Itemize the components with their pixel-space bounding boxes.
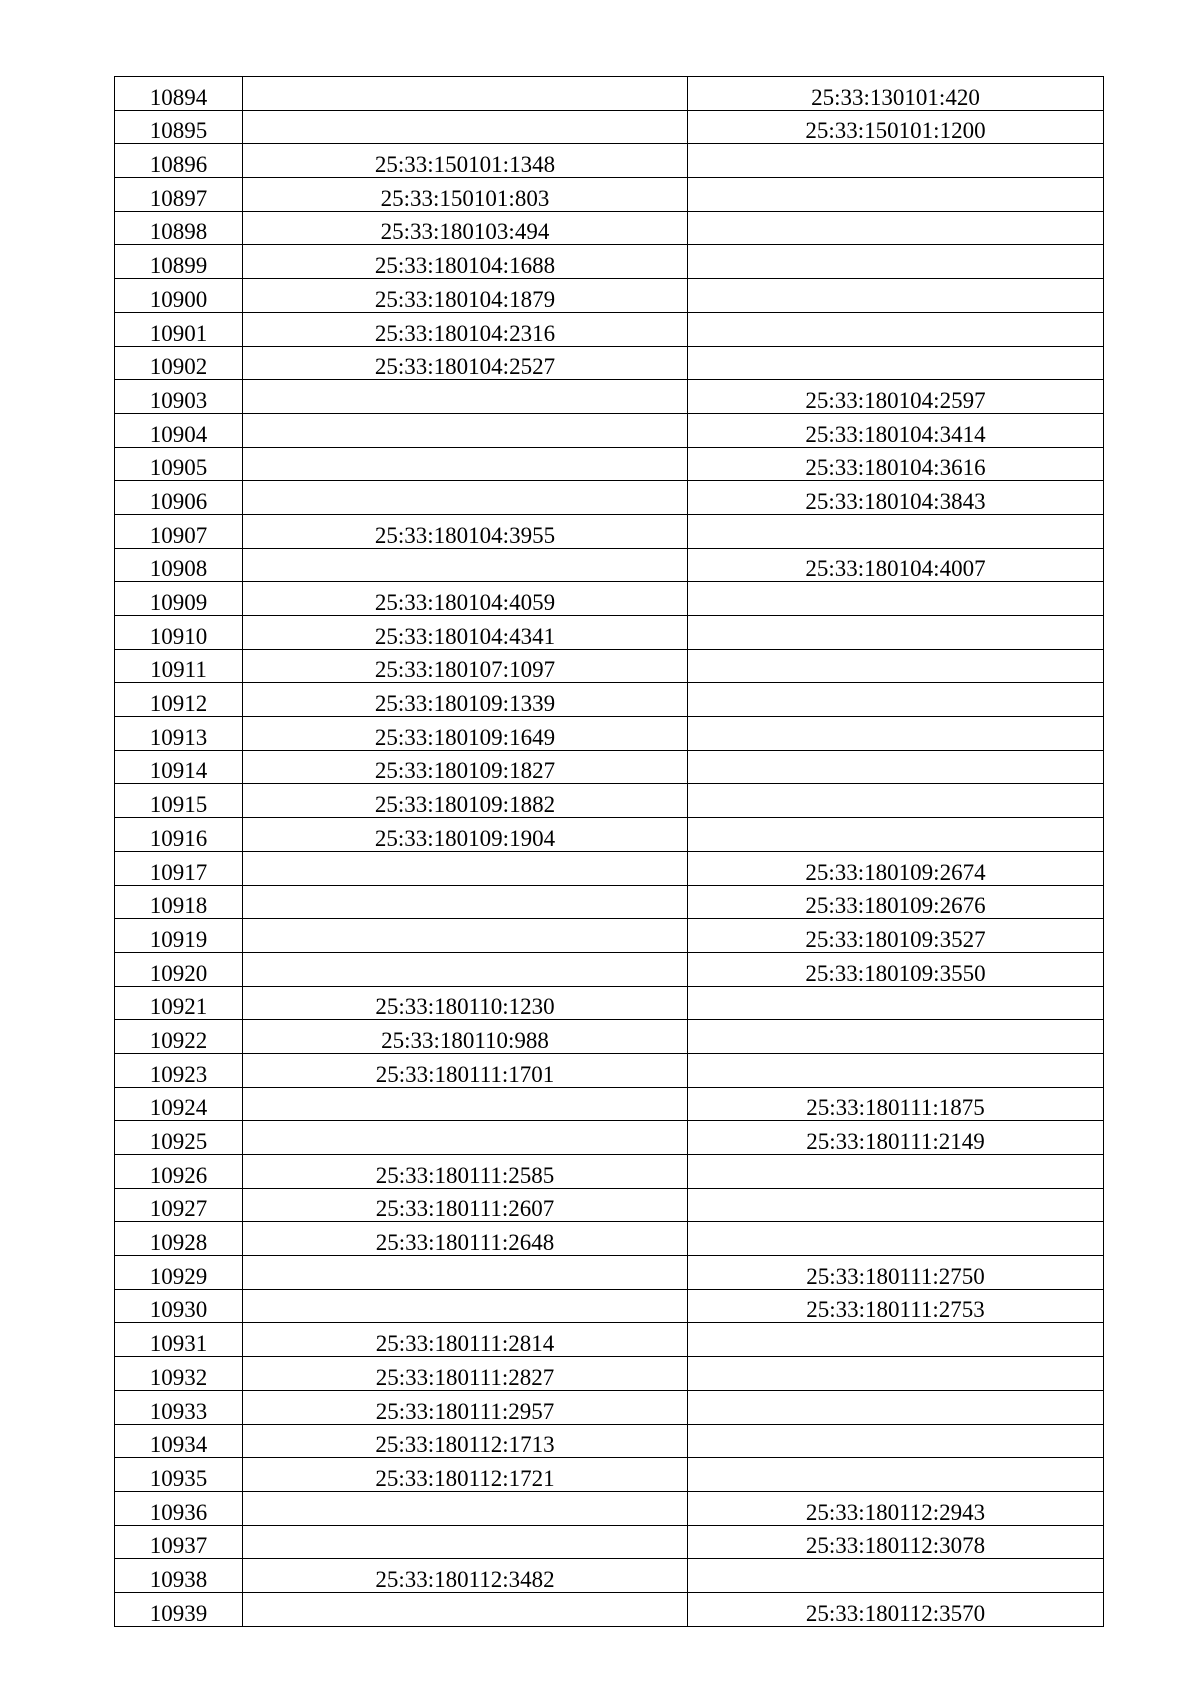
cadastral-number-cell-b	[688, 717, 1104, 751]
cadastral-number-cell-a	[243, 481, 688, 515]
row-number-cell	[115, 818, 243, 852]
table-row	[115, 919, 1104, 953]
row-number-cell	[115, 952, 243, 986]
table-row	[115, 1525, 1104, 1559]
cell-text: 10935	[149, 1465, 208, 1491]
cadastral-number-cell-b	[688, 1121, 1104, 1155]
table-row	[115, 1592, 1104, 1626]
row-number-cell	[115, 1087, 243, 1121]
row-number-cell	[115, 851, 243, 885]
row-number-cell	[115, 1357, 243, 1391]
row-number-cell	[115, 178, 243, 212]
table-row	[115, 346, 1104, 380]
table-row	[115, 1053, 1104, 1087]
cadastral-number-cell-b	[688, 144, 1104, 178]
table-row	[115, 548, 1104, 582]
cadastral-number-cell-a	[243, 1188, 688, 1222]
cadastral-number-cell-a	[243, 211, 688, 245]
table-row	[115, 1491, 1104, 1525]
cell-text: 25:33:180109:3527	[805, 926, 986, 952]
cell-text: 25:33:180109:1649	[374, 724, 556, 750]
row-number-cell	[115, 1525, 243, 1559]
row-number-cell	[115, 1424, 243, 1458]
cadastral-number-cell-b	[688, 1289, 1104, 1323]
cadastral-number-cell-a	[243, 986, 688, 1020]
cell-text: 25:33:180109:1904	[374, 825, 556, 851]
cadastral-number-cell-a	[243, 346, 688, 380]
cadastral-number-cell-a	[243, 245, 688, 279]
cell-text: 25:33:150101:1200	[805, 118, 986, 144]
cadastral-number-cell-b	[688, 178, 1104, 212]
cell-text: 10898	[149, 219, 208, 245]
table-row	[115, 514, 1104, 548]
cadastral-number-cell-a	[243, 1323, 688, 1357]
cadastral-number-cell-a	[243, 110, 688, 144]
table-row	[115, 279, 1104, 313]
row-number-cell	[115, 1458, 243, 1492]
table-row	[115, 683, 1104, 717]
cell-text: 10922	[149, 1027, 208, 1053]
cadastral-number-cell-a	[243, 717, 688, 751]
cell-text: 10926	[149, 1162, 208, 1188]
cell-text: 10938	[149, 1566, 208, 1592]
cell-text: 25:33:180109:2674	[805, 859, 986, 885]
row-number-cell	[115, 413, 243, 447]
cell-text: 10904	[149, 421, 208, 447]
row-number-cell	[115, 1559, 243, 1593]
cadastral-number-cell-a	[243, 885, 688, 919]
cadastral-number-cell-b	[688, 1020, 1104, 1054]
cadastral-number-cell-b	[688, 986, 1104, 1020]
row-number-cell	[115, 1222, 243, 1256]
cell-text: 25:33:180104:4059	[374, 590, 556, 615]
cadastral-number-cell-a	[243, 1020, 688, 1054]
cell-text: 25:33:180111:2814	[375, 1331, 555, 1357]
cell-text: 25:33:180111:2585	[375, 1162, 555, 1188]
cell-text: 10912	[149, 691, 208, 717]
cell-text: 25:33:180104:2527	[374, 354, 556, 380]
cadastral-number-cell-b	[688, 1559, 1104, 1593]
row-number-cell	[115, 1188, 243, 1222]
table-row	[115, 1323, 1104, 1357]
cell-text: 25:33:180104:4007	[805, 556, 986, 582]
cell-text: 10910	[149, 623, 208, 649]
cadastral-number-cell-b	[688, 1491, 1104, 1525]
cadastral-number-cell-a	[243, 1121, 688, 1155]
row-number-cell	[115, 380, 243, 414]
cell-text: 10908	[149, 556, 208, 582]
cadastral-number-cell-b	[688, 380, 1104, 414]
cell-text: 10931	[149, 1331, 208, 1357]
table-row	[115, 413, 1104, 447]
table-row	[115, 1458, 1104, 1492]
cell-text: 10924	[149, 1095, 208, 1121]
cell-text: 10933	[149, 1398, 208, 1424]
cell-text: 25:33:180111:2750	[806, 1263, 985, 1289]
cadastral-number-cell-b	[688, 1222, 1104, 1256]
cell-text: 10939	[149, 1600, 208, 1626]
row-number-cell	[115, 1289, 243, 1323]
cell-text: 25:33:180109:1882	[374, 792, 556, 818]
cadastral-number-cell-b	[688, 514, 1104, 548]
cadastral-number-cell-b	[688, 413, 1104, 447]
cell-text: 25:33:180111:2648	[375, 1230, 555, 1256]
row-number-cell	[115, 144, 243, 178]
cadastral-number-cell-b	[688, 110, 1104, 144]
cell-text: 10906	[149, 488, 208, 514]
row-number-cell	[115, 1155, 243, 1189]
cadastral-number-cell-b	[688, 582, 1104, 616]
table-row	[115, 1424, 1104, 1458]
cadastral-number-cell-a	[243, 1424, 688, 1458]
row-number-cell	[115, 1323, 243, 1357]
table-row	[115, 986, 1104, 1020]
cadastral-number-cell-a	[243, 77, 688, 111]
cell-text: 10925	[149, 1129, 208, 1154]
cell-text: 10927	[149, 1196, 208, 1222]
cell-text: 10928	[149, 1230, 208, 1256]
cell-text: 25:33:180112:2943	[805, 1499, 986, 1525]
cadastral-table	[114, 76, 1104, 1627]
cadastral-number-cell-b	[688, 1256, 1104, 1290]
cell-text: 10930	[149, 1297, 208, 1323]
table-row	[115, 144, 1104, 178]
cell-text: 25:33:180109:2676	[805, 893, 986, 919]
table-row	[115, 77, 1104, 111]
cadastral-number-cell-b	[688, 245, 1104, 279]
cell-text: 25:33:180112:3078	[805, 1533, 986, 1559]
row-number-cell	[115, 1121, 243, 1155]
row-number-cell	[115, 1020, 243, 1054]
cadastral-number-cell-b	[688, 750, 1104, 784]
cell-text: 25:33:180104:3955	[374, 522, 556, 548]
cell-text: 10932	[149, 1364, 208, 1390]
cell-text: 25:33:180109:3550	[805, 960, 986, 986]
cadastral-number-cell-b	[688, 346, 1104, 380]
cell-text: 25:33:180109:1827	[374, 758, 556, 784]
cell-text: 10914	[149, 758, 208, 784]
row-number-cell	[115, 1053, 243, 1087]
row-number-cell	[115, 582, 243, 616]
row-number-cell	[115, 885, 243, 919]
row-number-cell	[115, 312, 243, 346]
cell-text: 25:33:180112:1721	[375, 1465, 555, 1491]
cadastral-number-cell-b	[688, 1053, 1104, 1087]
row-number-cell	[115, 211, 243, 245]
cadastral-number-cell-b	[688, 77, 1104, 111]
cadastral-number-cell-a	[243, 1053, 688, 1087]
cell-text: 25:33:180104:3616	[805, 455, 986, 481]
cell-text: 10902	[149, 354, 208, 380]
row-number-cell	[115, 717, 243, 751]
table-row	[115, 312, 1104, 346]
row-number-cell	[115, 245, 243, 279]
table-body	[115, 77, 1104, 1627]
cell-text: 25:33:180111:2827	[375, 1364, 555, 1390]
cell-text: 10894	[149, 84, 208, 110]
cell-text: 25:33:180104:3843	[805, 488, 986, 514]
row-number-cell	[115, 986, 243, 1020]
cadastral-number-cell-a	[243, 178, 688, 212]
cell-text: 10921	[149, 994, 208, 1020]
table-row	[115, 1256, 1104, 1290]
cadastral-number-cell-a	[243, 919, 688, 953]
cell-text: 10900	[149, 286, 208, 312]
cadastral-number-cell-b	[688, 952, 1104, 986]
cell-text: 10899	[149, 253, 208, 279]
row-number-cell	[115, 279, 243, 313]
cadastral-number-cell-a	[243, 144, 688, 178]
row-number-cell	[115, 481, 243, 515]
table-row	[115, 616, 1104, 650]
cadastral-number-cell-b	[688, 1525, 1104, 1559]
cell-text: 25:33:180111:2149	[806, 1129, 985, 1154]
row-number-cell	[115, 548, 243, 582]
cell-text: 25:33:150101:803	[380, 185, 550, 211]
cadastral-number-cell-a	[243, 1256, 688, 1290]
cadastral-number-cell-a	[243, 818, 688, 852]
cell-text: 25:33:180110:988	[381, 1027, 549, 1053]
table-row	[115, 717, 1104, 751]
row-number-cell	[115, 1491, 243, 1525]
cadastral-number-cell-a	[243, 1491, 688, 1525]
table-row	[115, 447, 1104, 481]
cadastral-number-cell-a	[243, 279, 688, 313]
table-row	[115, 178, 1104, 212]
table-row	[115, 952, 1104, 986]
cell-text: 10919	[149, 926, 208, 952]
cadastral-number-cell-a	[243, 447, 688, 481]
cadastral-number-cell-b	[688, 1155, 1104, 1189]
cell-text: 10920	[149, 960, 208, 986]
cell-text: 10903	[149, 387, 208, 413]
cell-text: 10911	[150, 657, 207, 683]
table-row	[115, 1188, 1104, 1222]
cell-text: 25:33:180111:1701	[375, 1061, 555, 1087]
cell-text: 10896	[149, 152, 208, 178]
cadastral-number-cell-a	[243, 851, 688, 885]
cadastral-number-cell-b	[688, 784, 1104, 818]
row-number-cell	[115, 514, 243, 548]
cadastral-number-cell-a	[243, 582, 688, 616]
row-number-cell	[115, 750, 243, 784]
cell-text: 25:33:180112:1713	[375, 1432, 555, 1458]
cadastral-number-cell-b	[688, 1592, 1104, 1626]
cadastral-number-cell-b	[688, 1323, 1104, 1357]
table-row	[115, 1289, 1104, 1323]
cadastral-number-cell-a	[243, 1559, 688, 1593]
cadastral-number-cell-b	[688, 1357, 1104, 1391]
cadastral-number-cell-a	[243, 312, 688, 346]
table-row	[115, 1559, 1104, 1593]
table-row	[115, 750, 1104, 784]
cadastral-number-cell-a	[243, 548, 688, 582]
cell-text: 10907	[149, 522, 208, 548]
cell-text: 25:33:180109:1339	[374, 691, 556, 717]
table-row	[115, 380, 1104, 414]
cadastral-number-cell-a	[243, 1390, 688, 1424]
row-number-cell	[115, 919, 243, 953]
cadastral-number-cell-b	[688, 211, 1104, 245]
cadastral-number-cell-b	[688, 1424, 1104, 1458]
cell-text: 10917	[149, 859, 208, 885]
table-row	[115, 851, 1104, 885]
cadastral-number-cell-a	[243, 1525, 688, 1559]
row-number-cell	[115, 784, 243, 818]
cadastral-number-cell-b	[688, 312, 1104, 346]
table-row	[115, 245, 1104, 279]
table-row	[115, 885, 1104, 919]
cell-text: 10929	[149, 1263, 208, 1289]
row-number-cell	[115, 110, 243, 144]
cadastral-number-cell-a	[243, 1458, 688, 1492]
table-row	[115, 1087, 1104, 1121]
cell-text: 25:33:180104:1688	[374, 253, 556, 279]
cell-text: 25:33:180110:1230	[375, 994, 555, 1020]
row-number-cell	[115, 77, 243, 111]
cell-text: 25:33:180103:494	[380, 219, 550, 245]
row-number-cell	[115, 616, 243, 650]
cadastral-number-cell-a	[243, 380, 688, 414]
row-number-cell	[115, 683, 243, 717]
cell-text: 25:33:180104:1879	[374, 286, 556, 312]
row-number-cell	[115, 1592, 243, 1626]
cell-text: 10923	[149, 1061, 208, 1087]
cell-text: 25:33:180104:4341	[374, 623, 556, 649]
cadastral-number-cell-b	[688, 885, 1104, 919]
cadastral-number-cell-b	[688, 279, 1104, 313]
cell-text: 10918	[149, 893, 208, 919]
table-row	[115, 1020, 1104, 1054]
row-number-cell	[115, 1390, 243, 1424]
table-row	[115, 1357, 1104, 1391]
table-row	[115, 110, 1104, 144]
cadastral-number-cell-a	[243, 750, 688, 784]
cadastral-number-cell-b	[688, 683, 1104, 717]
table-row	[115, 1121, 1104, 1155]
cell-text: 25:33:180104:2597	[805, 387, 986, 413]
cell-text: 10937	[149, 1533, 208, 1559]
table-row	[115, 582, 1104, 616]
cadastral-number-cell-b	[688, 1087, 1104, 1121]
cadastral-number-cell-a	[243, 649, 688, 683]
cadastral-number-cell-a	[243, 784, 688, 818]
cadastral-number-cell-b	[688, 851, 1104, 885]
cadastral-number-cell-b	[688, 1458, 1104, 1492]
cell-text: 10901	[149, 320, 208, 346]
cadastral-number-cell-a	[243, 683, 688, 717]
cell-text: 10905	[149, 455, 208, 481]
cadastral-number-cell-b	[688, 649, 1104, 683]
cadastral-number-cell-a	[243, 616, 688, 650]
cell-text: 25:33:180104:2316	[374, 320, 556, 346]
cadastral-number-cell-b	[688, 919, 1104, 953]
cadastral-number-cell-a	[243, 1155, 688, 1189]
cell-text: 25:33:180112:3570	[805, 1600, 986, 1626]
row-number-cell	[115, 1256, 243, 1290]
cadastral-number-cell-b	[688, 1390, 1104, 1424]
table-row	[115, 818, 1104, 852]
cell-text: 25:33:180111:2957	[375, 1398, 555, 1424]
cell-text: 10934	[149, 1432, 208, 1458]
cadastral-number-cell-b	[688, 616, 1104, 650]
cadastral-number-cell-a	[243, 1289, 688, 1323]
table-row	[115, 1390, 1104, 1424]
cell-text: 25:33:180111:2753	[806, 1297, 985, 1323]
table-row	[115, 211, 1104, 245]
cell-text: 10915	[149, 792, 208, 818]
cadastral-number-cell-a	[243, 1357, 688, 1391]
cadastral-number-cell-a	[243, 952, 688, 986]
cell-text: 25:33:180112:3482	[375, 1566, 555, 1592]
cadastral-number-cell-a	[243, 413, 688, 447]
cell-text: 10913	[149, 724, 208, 750]
table-row	[115, 784, 1104, 818]
cell-text: 25:33:180111:2607	[375, 1196, 555, 1222]
cell-text: 25:33:180104:3414	[805, 421, 986, 447]
row-number-cell	[115, 346, 243, 380]
cadastral-number-cell-b	[688, 447, 1104, 481]
cadastral-number-cell-b	[688, 818, 1104, 852]
cadastral-number-cell-a	[243, 514, 688, 548]
row-number-cell	[115, 447, 243, 481]
cell-text: 10916	[149, 825, 208, 851]
cell-text: 10936	[149, 1499, 208, 1525]
cell-text: 10895	[149, 118, 208, 144]
cadastral-number-cell-b	[688, 481, 1104, 515]
cadastral-number-cell-a	[243, 1222, 688, 1256]
row-number-cell	[115, 649, 243, 683]
cadastral-number-cell-a	[243, 1592, 688, 1626]
cell-text: 25:33:180111:1875	[806, 1095, 985, 1121]
cell-text: 10909	[149, 590, 208, 615]
cell-text: 25:33:180107:1097	[374, 657, 556, 683]
cadastral-number-cell-a	[243, 1087, 688, 1121]
table-row	[115, 649, 1104, 683]
cadastral-number-cell-b	[688, 1188, 1104, 1222]
table-row	[115, 481, 1104, 515]
cell-text: 10897	[149, 185, 208, 211]
cell-text: 25:33:130101:420	[811, 84, 980, 110]
cell-text: 25:33:150101:1348	[374, 152, 556, 178]
table-row	[115, 1222, 1104, 1256]
table-row	[115, 1155, 1104, 1189]
cadastral-number-cell-b	[688, 548, 1104, 582]
